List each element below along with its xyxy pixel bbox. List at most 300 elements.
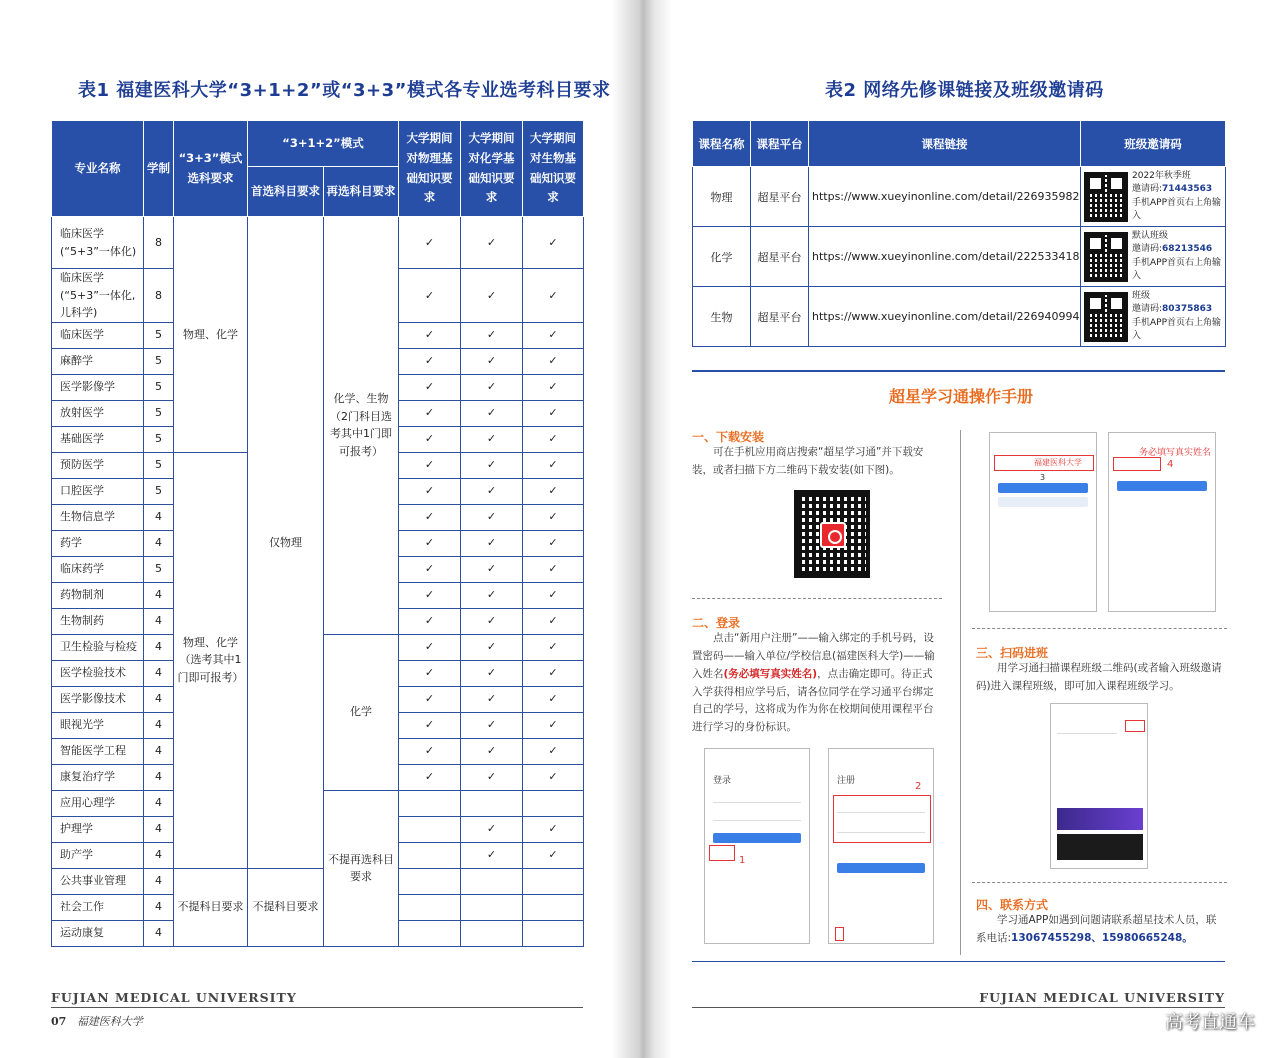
check-cell-b	[523, 530, 584, 556]
check-cell-b	[523, 790, 584, 816]
left-footer-line	[51, 1007, 583, 1008]
class-qr-code[interactable]	[1084, 232, 1128, 282]
check-mark-icon: ✓	[548, 770, 558, 784]
check-mark-icon: ✓	[548, 458, 558, 472]
school-skip-button[interactable]	[998, 497, 1088, 507]
check-cell-p	[399, 452, 461, 478]
header-first-subject: 首选科目要求	[248, 167, 324, 217]
check-mark-icon: ✓	[424, 718, 435, 732]
check-cell-b	[523, 322, 584, 348]
header-second-subject: 再选科目要求	[324, 167, 399, 217]
major-name-cell: 智能医学工程	[52, 738, 144, 764]
check-cell-b	[523, 868, 584, 894]
years-cell: 4	[144, 738, 174, 764]
table-row	[693, 287, 1226, 347]
check-mark-icon: ✓	[424, 614, 435, 628]
table-row	[52, 868, 584, 894]
check-cell-c	[461, 790, 523, 816]
check-cell-c	[461, 348, 523, 374]
check-mark-icon: ✓	[424, 536, 435, 550]
class-name: 默认班级	[1132, 231, 1169, 242]
name-field-highlight	[1113, 457, 1161, 471]
course-name-cell: 化学	[693, 227, 751, 287]
check-cell-p	[399, 582, 461, 608]
check-mark-icon: ✓	[424, 380, 435, 394]
check-cell-c	[461, 426, 523, 452]
check-cell-b	[523, 556, 584, 582]
first-merged-cell: 不提科目要求	[248, 868, 324, 946]
check-cell-c	[461, 816, 523, 842]
check-cell-p	[399, 868, 461, 894]
school-next-button[interactable]	[998, 483, 1088, 493]
check-mark-icon: ✓	[486, 744, 497, 758]
check-cell-c	[461, 738, 523, 764]
major-name-cell: 生物制药	[52, 608, 144, 634]
years-cell: 4	[144, 530, 174, 556]
second-merged-cell: 化学	[324, 634, 399, 790]
check-cell-p	[399, 816, 461, 842]
check-mark-icon: ✓	[486, 288, 497, 302]
check-mark-icon: ✓	[424, 288, 435, 302]
right-page	[642, 0, 1280, 1058]
chaoxing-logo-icon	[820, 522, 846, 548]
table-row	[693, 167, 1226, 227]
check-mark-icon: ✓	[424, 432, 435, 446]
check-cell-b	[523, 452, 584, 478]
major-name-cell: 医学影像学	[52, 374, 144, 400]
check-mark-icon: ✓	[424, 666, 435, 680]
check-cell-b	[523, 660, 584, 686]
check-cell-b	[523, 816, 584, 842]
years-cell: 4	[144, 660, 174, 686]
years-cell: 4	[144, 842, 174, 868]
years-cell: 4	[144, 894, 174, 920]
check-cell-p	[399, 530, 461, 556]
check-mark-icon: ✓	[486, 588, 497, 602]
years-cell: 5	[144, 348, 174, 374]
section2-text: 点击“新用户注册”——输入绑定的手机号码，设置密码——输入单位/学校信息(福建医科大学)——输入姓名(务必填写真实姓名)，点击确定即可。待正式入学获得相应学号后，请各位同学在学习通平台绑定自己的学号，这将成为作为你在校期间使用课程平台进行学习的身份标识。	[692, 632, 935, 734]
left-footer: FUJIAN MEDICAL UNIVERSITY	[51, 990, 297, 1005]
section3-text: 用学习通扫描课程班级二维码(或者输入班级邀请码)进入课程班级，即可加入课程班级学习。	[976, 662, 1222, 692]
check-cell-p	[399, 660, 461, 686]
check-mark-icon: ✓	[548, 510, 558, 524]
header-biology: 大学期间对生物基础知识要求	[523, 121, 584, 217]
course-name-cell: 物理	[693, 167, 751, 227]
major-name-cell: 公共事业管理	[52, 868, 144, 894]
check-cell-c	[461, 217, 523, 269]
check-mark-icon: ✓	[486, 328, 497, 342]
platform-cell: 超星平台	[751, 227, 809, 287]
check-cell-p	[399, 608, 461, 634]
years-cell: 4	[144, 790, 174, 816]
check-cell-b	[523, 764, 584, 790]
dotted-divider-1	[692, 598, 942, 599]
check-mark-icon: ✓	[486, 822, 497, 836]
check-cell-c	[461, 608, 523, 634]
major-name-cell: 卫生检验与检疫	[52, 634, 144, 660]
table1-title: 表1 福建医科大学“3+1+2”或“3+3”模式各专业选考科目要求	[78, 80, 611, 101]
major-name-cell: 眼视光学	[52, 712, 144, 738]
invite-cell	[1081, 227, 1226, 287]
section4-title: 四、联系方式	[976, 898, 1049, 912]
school-input-screenshot	[989, 432, 1097, 612]
table1	[51, 120, 584, 947]
check-mark-icon: ✓	[424, 588, 435, 602]
page-gutter	[612, 0, 672, 1058]
header-years: 学制	[144, 121, 174, 217]
check-cell-p	[399, 269, 461, 323]
check-cell-c	[461, 582, 523, 608]
years-cell: 4	[144, 686, 174, 712]
next-button[interactable]	[837, 863, 925, 873]
home-search-field[interactable]	[1057, 722, 1117, 734]
check-mark-icon: ✓	[486, 235, 497, 249]
second-merged-cell: 化学、生物（2门科目选考其中1门即可报考）	[324, 217, 399, 635]
right-footer: FUJIAN MEDICAL UNIVERSITY	[979, 990, 1225, 1005]
header-chemistry: 大学期间对化学基础知识要求	[461, 121, 523, 217]
years-cell: 5	[144, 426, 174, 452]
course-link[interactable]: https://www.xueyinonline.com/detail/226935982	[809, 167, 1081, 227]
major-name-cell: 临床医学(“5+3”一体化,儿科学)	[52, 269, 144, 323]
major-name-cell: 助产学	[52, 842, 144, 868]
check-cell-b	[523, 608, 584, 634]
m33-merged-cell: 物理、化学	[174, 217, 248, 453]
course-name-cell: 生物	[693, 287, 751, 347]
table2-body	[693, 167, 1226, 347]
check-cell-p	[399, 400, 461, 426]
check-cell-c	[461, 400, 523, 426]
check-mark-icon: ✓	[424, 510, 435, 524]
agree-checkbox-highlight	[835, 927, 844, 941]
register-phone-field[interactable]	[837, 801, 925, 813]
major-name-cell: 预防医学	[52, 452, 144, 478]
section-divider-top	[692, 370, 1225, 372]
check-cell-b	[523, 686, 584, 712]
header-major: 专业名称	[52, 121, 144, 217]
check-cell-b	[523, 504, 584, 530]
check-mark-icon: ✓	[548, 848, 558, 862]
check-mark-icon: ✓	[424, 458, 435, 472]
check-mark-icon: ✓	[548, 562, 558, 576]
class-qr-code[interactable]	[1084, 292, 1128, 342]
check-mark-icon: ✓	[548, 432, 558, 446]
check-mark-icon: ✓	[548, 288, 558, 302]
check-cell-p	[399, 790, 461, 816]
major-name-cell: 临床医学(“5+3”一体化)	[52, 217, 144, 269]
table1-body	[52, 217, 584, 947]
check-cell-b	[523, 842, 584, 868]
class-name: 2022年秋季班	[1132, 171, 1191, 182]
check-cell-p	[399, 712, 461, 738]
platform-cell: 超星平台	[751, 287, 809, 347]
major-name-cell: 麻醉学	[52, 348, 144, 374]
check-mark-icon: ✓	[486, 692, 497, 706]
check-cell-b	[523, 269, 584, 323]
check-cell-b	[523, 920, 584, 946]
register-highlight	[709, 845, 735, 861]
check-mark-icon: ✓	[548, 380, 558, 394]
invite-cell	[1081, 167, 1226, 227]
check-cell-c	[461, 322, 523, 348]
invite-code: 邀请码:68213546	[1132, 244, 1213, 255]
check-mark-icon: ✓	[548, 354, 558, 368]
right-footer-line	[692, 1007, 1225, 1008]
major-name-cell: 康复治疗学	[52, 764, 144, 790]
header-mode312: “3+1+2”模式	[248, 121, 399, 167]
home-banner	[1057, 808, 1143, 830]
section1-text: 可在手机应用商店搜索“超星学习通”并下载安装，或者扫描下方二维码下载安装(如下图)。	[692, 446, 924, 476]
step-number-3: 3	[1040, 473, 1046, 482]
name-confirm-button[interactable]	[1117, 481, 1207, 491]
invite-hint: 手机APP首页右上角输入	[1132, 257, 1222, 281]
check-cell-b	[523, 582, 584, 608]
check-mark-icon: ✓	[424, 770, 435, 784]
check-mark-icon: ✓	[486, 770, 497, 784]
check-mark-icon: ✓	[486, 848, 497, 862]
check-mark-icon: ✓	[424, 484, 435, 498]
check-cell-c	[461, 530, 523, 556]
invite-hint: 手机APP首页右上角输入	[1132, 197, 1222, 221]
header-invite-code: 班级邀请码	[1081, 121, 1226, 167]
second-merged-cell: 不提再选科目要求	[324, 790, 399, 946]
invite-entry-highlight	[1125, 720, 1145, 732]
platform-cell: 超星平台	[751, 167, 809, 227]
check-mark-icon: ✓	[548, 614, 558, 628]
check-cell-c	[461, 764, 523, 790]
years-cell: 4	[144, 608, 174, 634]
login-title: 登录	[713, 776, 732, 786]
major-name-cell: 应用心理学	[52, 790, 144, 816]
years-cell: 4	[144, 868, 174, 894]
register-password-field[interactable]	[837, 821, 925, 833]
major-name-cell: 基础医学	[52, 426, 144, 452]
password-field[interactable]	[713, 809, 801, 821]
check-mark-icon: ✓	[486, 614, 497, 628]
login-button[interactable]	[713, 833, 801, 843]
years-cell: 8	[144, 217, 174, 269]
section3-title: 三、扫码进班	[976, 646, 1049, 660]
check-mark-icon: ✓	[486, 666, 497, 680]
check-cell-c	[461, 920, 523, 946]
years-cell: 4	[144, 920, 174, 946]
table2	[692, 120, 1226, 347]
years-cell: 5	[144, 374, 174, 400]
major-name-cell: 社会工作	[52, 894, 144, 920]
years-cell: 4	[144, 816, 174, 842]
dotted-divider-2	[972, 628, 1227, 629]
check-cell-p	[399, 556, 461, 582]
check-cell-b	[523, 712, 584, 738]
check-cell-c	[461, 269, 523, 323]
major-name-cell: 临床医学	[52, 322, 144, 348]
check-mark-icon: ✓	[548, 822, 558, 836]
check-mark-icon: ✓	[424, 692, 435, 706]
check-cell-c	[461, 712, 523, 738]
years-cell: 4	[144, 634, 174, 660]
check-cell-b	[523, 400, 584, 426]
check-mark-icon: ✓	[486, 458, 497, 472]
invite-hint: 手机APP首页右上角输入	[1132, 317, 1222, 341]
check-mark-icon: ✓	[424, 354, 435, 368]
check-cell-c	[461, 452, 523, 478]
major-name-cell: 运动康复	[52, 920, 144, 946]
class-name: 班级	[1132, 291, 1151, 302]
check-mark-icon: ✓	[486, 562, 497, 576]
check-cell-b	[523, 894, 584, 920]
years-cell: 5	[144, 478, 174, 504]
check-mark-icon: ✓	[486, 354, 497, 368]
check-cell-p	[399, 374, 461, 400]
years-cell: 4	[144, 764, 174, 790]
check-cell-p	[399, 686, 461, 712]
watermark: 高考直通车	[1165, 1012, 1255, 1033]
check-cell-p	[399, 634, 461, 660]
check-cell-c	[461, 478, 523, 504]
check-mark-icon: ✓	[424, 640, 435, 654]
check-cell-p	[399, 217, 461, 269]
check-cell-c	[461, 868, 523, 894]
check-mark-icon: ✓	[486, 640, 497, 654]
check-cell-c	[461, 556, 523, 582]
years-cell: 4	[144, 582, 174, 608]
check-cell-b	[523, 738, 584, 764]
header-course: 课程名称	[693, 121, 751, 167]
check-mark-icon: ✓	[548, 484, 558, 498]
major-name-cell: 护理学	[52, 816, 144, 842]
years-cell: 5	[144, 322, 174, 348]
section4-text: 学习通APP如遇到问题请联系超星技术人员，联系电话:13067455298、15980665248。	[976, 914, 1217, 944]
invite-cell	[1081, 287, 1226, 347]
section1-title: 一、下载安装	[692, 430, 765, 444]
m33-merged-cell: 不提科目要求	[174, 868, 248, 946]
check-mark-icon: ✓	[548, 640, 558, 654]
major-name-cell: 临床药学	[52, 556, 144, 582]
invite-code: 邀请码:80375863	[1132, 304, 1213, 315]
name-input-screenshot	[1108, 432, 1216, 612]
check-mark-icon: ✓	[486, 380, 497, 394]
invite-code: 邀请码:71443563	[1132, 184, 1213, 195]
major-name-cell: 药物制剂	[52, 582, 144, 608]
years-cell: 4	[144, 504, 174, 530]
check-cell-b	[523, 348, 584, 374]
check-cell-b	[523, 634, 584, 660]
check-mark-icon: ✓	[424, 235, 435, 249]
header-platform: 课程平台	[751, 121, 809, 167]
years-cell: 4	[144, 712, 174, 738]
school-name: 福建医科大学	[1034, 458, 1082, 467]
course-link[interactable]: https://www.xueyinonline.com/detail/226940994	[809, 287, 1081, 347]
check-mark-icon: ✓	[548, 666, 558, 680]
header-link: 课程链接	[809, 121, 1081, 167]
check-mark-icon: ✓	[486, 432, 497, 446]
course-link[interactable]: https://www.xueyinonline.com/detail/222533418	[809, 227, 1081, 287]
check-cell-p	[399, 738, 461, 764]
check-cell-c	[461, 660, 523, 686]
check-mark-icon: ✓	[548, 536, 558, 550]
class-qr-code[interactable]	[1084, 172, 1128, 222]
check-cell-p	[399, 426, 461, 452]
table-row	[693, 227, 1226, 287]
page-number: 07 福建医科大学	[51, 1015, 143, 1028]
check-mark-icon: ✓	[486, 718, 497, 732]
check-cell-p	[399, 478, 461, 504]
check-mark-icon: ✓	[486, 484, 497, 498]
check-mark-icon: ✓	[424, 328, 435, 342]
check-cell-p	[399, 504, 461, 530]
check-mark-icon: ✓	[548, 328, 558, 342]
app-download-qr-code[interactable]	[794, 490, 870, 578]
check-cell-b	[523, 217, 584, 269]
section2-title: 二、登录	[692, 616, 741, 630]
check-cell-c	[461, 894, 523, 920]
name-tip: 务必填写真实姓名	[1139, 448, 1212, 458]
step-number-1: 1	[739, 855, 746, 866]
home-screenshot	[1050, 703, 1148, 869]
table-row	[52, 217, 584, 269]
check-cell-b	[523, 478, 584, 504]
years-cell: 5	[144, 556, 174, 582]
check-cell-c	[461, 374, 523, 400]
step-number-4: 4	[1167, 459, 1174, 470]
check-cell-p	[399, 322, 461, 348]
dotted-divider-3	[972, 882, 1227, 883]
check-cell-p	[399, 894, 461, 920]
column-divider	[960, 430, 961, 955]
years-cell: 5	[144, 400, 174, 426]
check-mark-icon: ✓	[548, 235, 558, 249]
left-page	[0, 0, 638, 1058]
major-name-cell: 口腔医学	[52, 478, 144, 504]
check-mark-icon: ✓	[548, 718, 558, 732]
phone-field[interactable]	[713, 791, 801, 803]
check-cell-c	[461, 686, 523, 712]
header-mode33: “3+3”模式选科要求	[174, 121, 248, 217]
check-mark-icon: ✓	[486, 406, 497, 420]
login-screenshot	[704, 748, 810, 944]
major-name-cell: 放射医学	[52, 400, 144, 426]
header-physics: 大学期间对物理基础知识要求	[399, 121, 461, 217]
check-cell-c	[461, 634, 523, 660]
check-mark-icon: ✓	[424, 562, 435, 576]
check-mark-icon: ✓	[548, 406, 558, 420]
check-mark-icon: ✓	[486, 510, 497, 524]
check-mark-icon: ✓	[548, 692, 558, 706]
major-name-cell: 生物信息学	[52, 504, 144, 530]
major-name-cell: 医学检验技术	[52, 660, 144, 686]
years-cell: 8	[144, 269, 174, 323]
check-cell-b	[523, 426, 584, 452]
check-cell-c	[461, 842, 523, 868]
years-cell: 5	[144, 452, 174, 478]
table2-title: 表2 网络先修课链接及班级邀请码	[825, 80, 1104, 101]
m33-merged-cell: 物理、化学（选考其中1门即可报考）	[174, 452, 248, 868]
check-cell-p	[399, 842, 461, 868]
step-number-2: 2	[915, 781, 922, 792]
first-merged-cell: 仅物理	[248, 217, 324, 869]
register-screenshot	[828, 748, 934, 944]
check-cell-p	[399, 348, 461, 374]
check-mark-icon: ✓	[424, 744, 435, 758]
check-mark-icon: ✓	[548, 588, 558, 602]
check-cell-c	[461, 504, 523, 530]
check-mark-icon: ✓	[486, 536, 497, 550]
check-cell-p	[399, 920, 461, 946]
home-video-thumbnail	[1057, 834, 1143, 860]
section-divider-bottom	[692, 961, 1225, 962]
check-cell-b	[523, 374, 584, 400]
check-cell-p	[399, 764, 461, 790]
check-mark-icon: ✓	[548, 744, 558, 758]
